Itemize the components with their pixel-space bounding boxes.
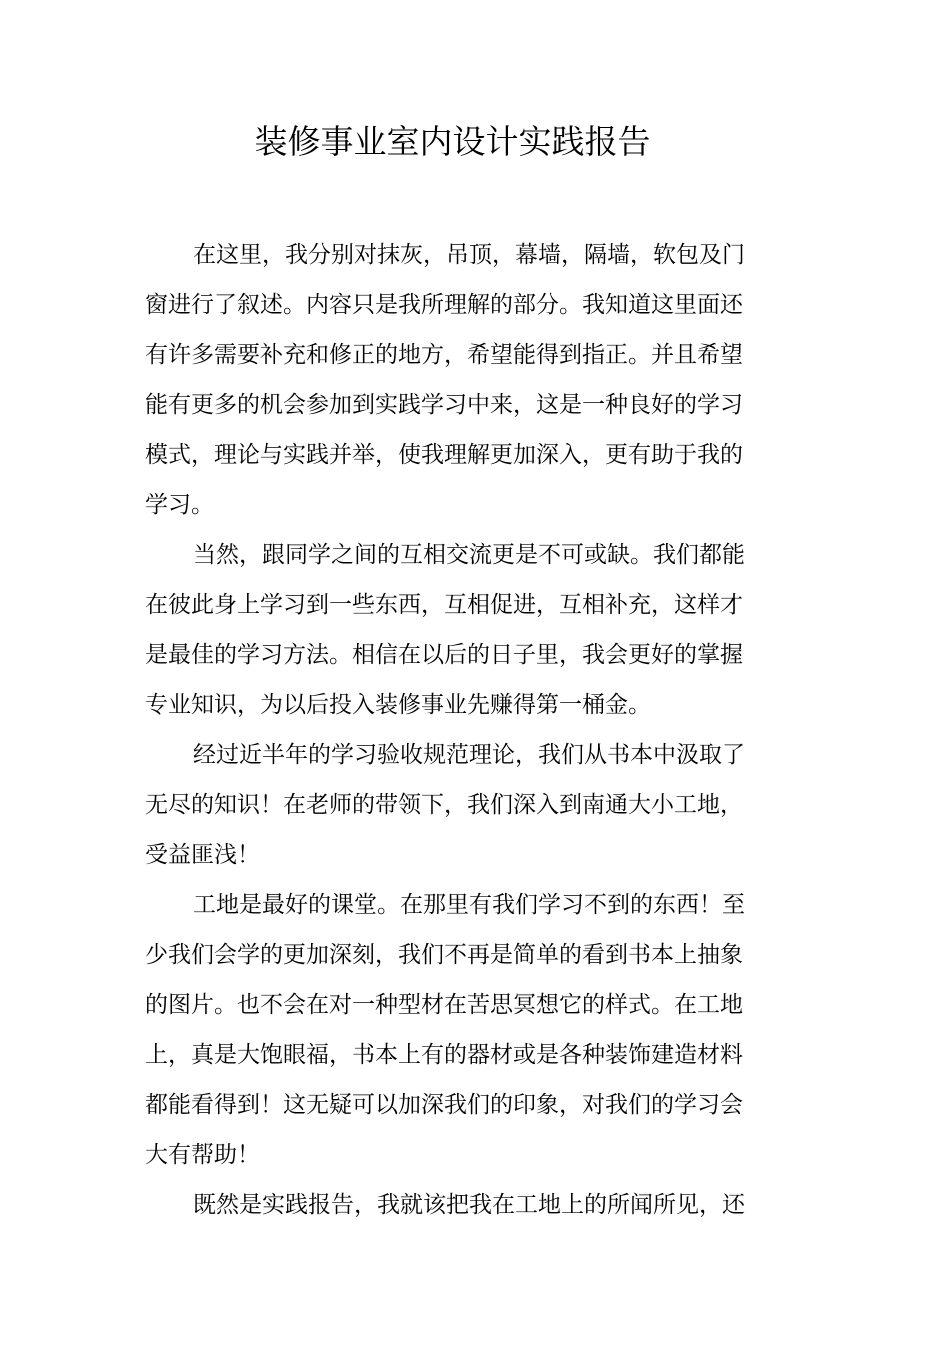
text-line: 上，真是大饱眼福，书本上有的器材或是各种装饰建造材料 <box>145 1042 743 1068</box>
text-line: 学习。 <box>145 492 214 518</box>
document-body <box>145 230 745 1230</box>
text-line: 模式，理论与实践并举，使我理解更加深入，更有助于我的 <box>145 442 743 468</box>
text-line: 受益匪浅！ <box>145 842 260 868</box>
text-line: 的图片。也不会在对一种型材在苦思冥想它的样式。在工地 <box>145 992 743 1018</box>
text-line: 既然是实践报告，我就该把我在工地上的所闻所见，还 <box>193 1192 745 1218</box>
text-line: 窗进行了叙述。内容只是我所理解的部分。我知道这里面还 <box>145 292 743 318</box>
text-line: 在彼此身上学习到一些东西，互相促进，互相补充，这样才 <box>145 592 743 618</box>
text-line: 工地是最好的课堂。在那里有我们学习不到的东西！至 <box>193 892 745 918</box>
text-line: 大有帮助！ <box>145 1142 260 1168</box>
text-line: 专业知识，为以后投入装修事业先赚得第一桶金。 <box>145 692 651 718</box>
text-line: 在这里，我分别对抹灰，吊顶，幕墙，隔墙，软包及门 <box>193 242 745 268</box>
text-line: 都能看得到！这无疑可以加深我们的印象，对我们的学习会 <box>145 1092 743 1118</box>
text-line: 能有更多的机会参加到实践学习中来，这是一种良好的学习 <box>145 392 743 418</box>
document-title: 装修事业室内设计实践报告 <box>254 122 651 161</box>
text-line: 无尽的知识！在老师的带领下，我们深入到南通大小工地， <box>145 792 743 818</box>
text-line: 有许多需要补充和修正的地方，希望能得到指正。并且希望 <box>145 342 743 368</box>
text-line: 经过近半年的学习验收规范理论，我们从书本中汲取了 <box>193 742 745 768</box>
text-line: 当然，跟同学之间的互相交流更是不可或缺。我们都能 <box>193 542 745 568</box>
text-line: 少我们会学的更加深刻，我们不再是简单的看到书本上抽象 <box>145 942 743 968</box>
text-line: 是最佳的学习方法。相信在以后的日子里，我会更好的掌握 <box>145 642 743 668</box>
